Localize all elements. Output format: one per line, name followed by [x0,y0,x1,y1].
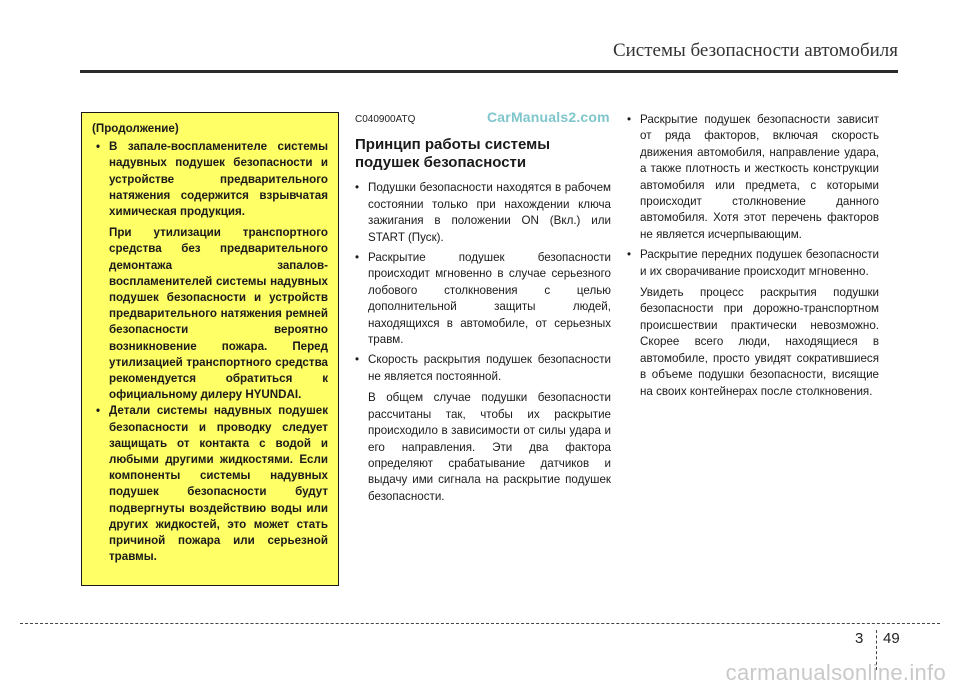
warning-heading: (Продолжение) [92,122,179,135]
warning-item-detonator [92,139,328,403]
page-number: 49 [883,630,900,647]
section-code: C040900ATQ [355,114,416,125]
list-item-text: • Раскрытие подушек безопасности зависит от ряда факторов, включая скорость движения автомобиля, направление удара, а также плотность и жесткость конструкции автомобиля или предмета, с которыми происходит столкновение данного автомобиля. Хотя этот перечень факторов не является исчерпывающим. [640,113,879,241]
chapter-number: 3 [855,630,864,647]
list-item-text: • Раскрытие передних подушек безопасности и их сворачивание происходит мгновенно. [640,248,879,278]
middle-column [355,112,611,509]
warning-item-liquids [92,403,328,565]
list-item-text: • Раскрытие подушек безопасности происходит мгновенно в случае серьезного лобового столкновения с целью дополнительной защиты людей, находящихся в автомобиле, от серьезных травм. [368,251,611,347]
list-item [627,247,879,400]
list-item [355,352,611,505]
warning-item-liquids-text: • Детали системы надувных подушек безопасности и проводку следует защищать от контакта с водой и любыми другими жидкостями. Если компоненты системы надувных подушек безопасности будут подвергнуты воздействию воды или других жидкостей, это может стать причиной пожара или серьезной травмы. [109,404,328,564]
list-item-text: • Скорость раскрытия подушек безопасности не является постоянной. [368,353,611,383]
list-item [627,112,879,243]
warning-item-detonator-disposal: При утилизации транспортного средства без предварительного демонтажа запалов-воспламенителей системы надувных подушек безопасности и устройств предварительного натяжения ремней безопасности вероятно возникновение пожара. Перед утилизацией транспортного средства рекомендуется обратиться к официальному дилеру HYUNDAI. [109,226,328,402]
warning-box [81,112,339,586]
footer-watermark: carmanualsonline.info [725,660,946,685]
list-item-text: • Подушки безопасности находятся в рабочем состоянии только при нахождении ключа зажигания в положении ON (Вкл.) или START (Пуск). [368,181,611,244]
warning-item-detonator-text: • В запале-воспламенителе системы надувных подушек безопасности и устройстве предварительного натяжения содержится взрывчатая химическая продукция. [109,140,328,219]
right-column [627,112,879,404]
watermark-logo: CarManuals2.com [487,109,610,125]
list-item [355,180,611,246]
list-item-subparagraph: В общем случае подушки безопасности рассчитаны так, чтобы их раскрытие происходило в зависимости от силы удара и его направления. Эти два фактора определяют срабатывание датчиков и выдачу ими сигнала на раскрытие подушек безопасности. [368,391,611,503]
page-header-title: Системы безопасности автомобиля [612,40,898,61]
list-item-subparagraph: Увидеть процесс раскрытия подушки безопасности при дорожно-транспортном происшествии практически невозможно. Скорее всего люди, находящиеся в автомобиле, просто увидят сократившиеся в объеме подушки безопасности, висящие на своих контейнерах после столкновения. [640,286,879,398]
footer-divider [20,623,940,624]
section-title: Принцип работы системы подушек безопасности [355,136,551,172]
list-item [355,250,611,348]
header-divider [80,70,898,73]
